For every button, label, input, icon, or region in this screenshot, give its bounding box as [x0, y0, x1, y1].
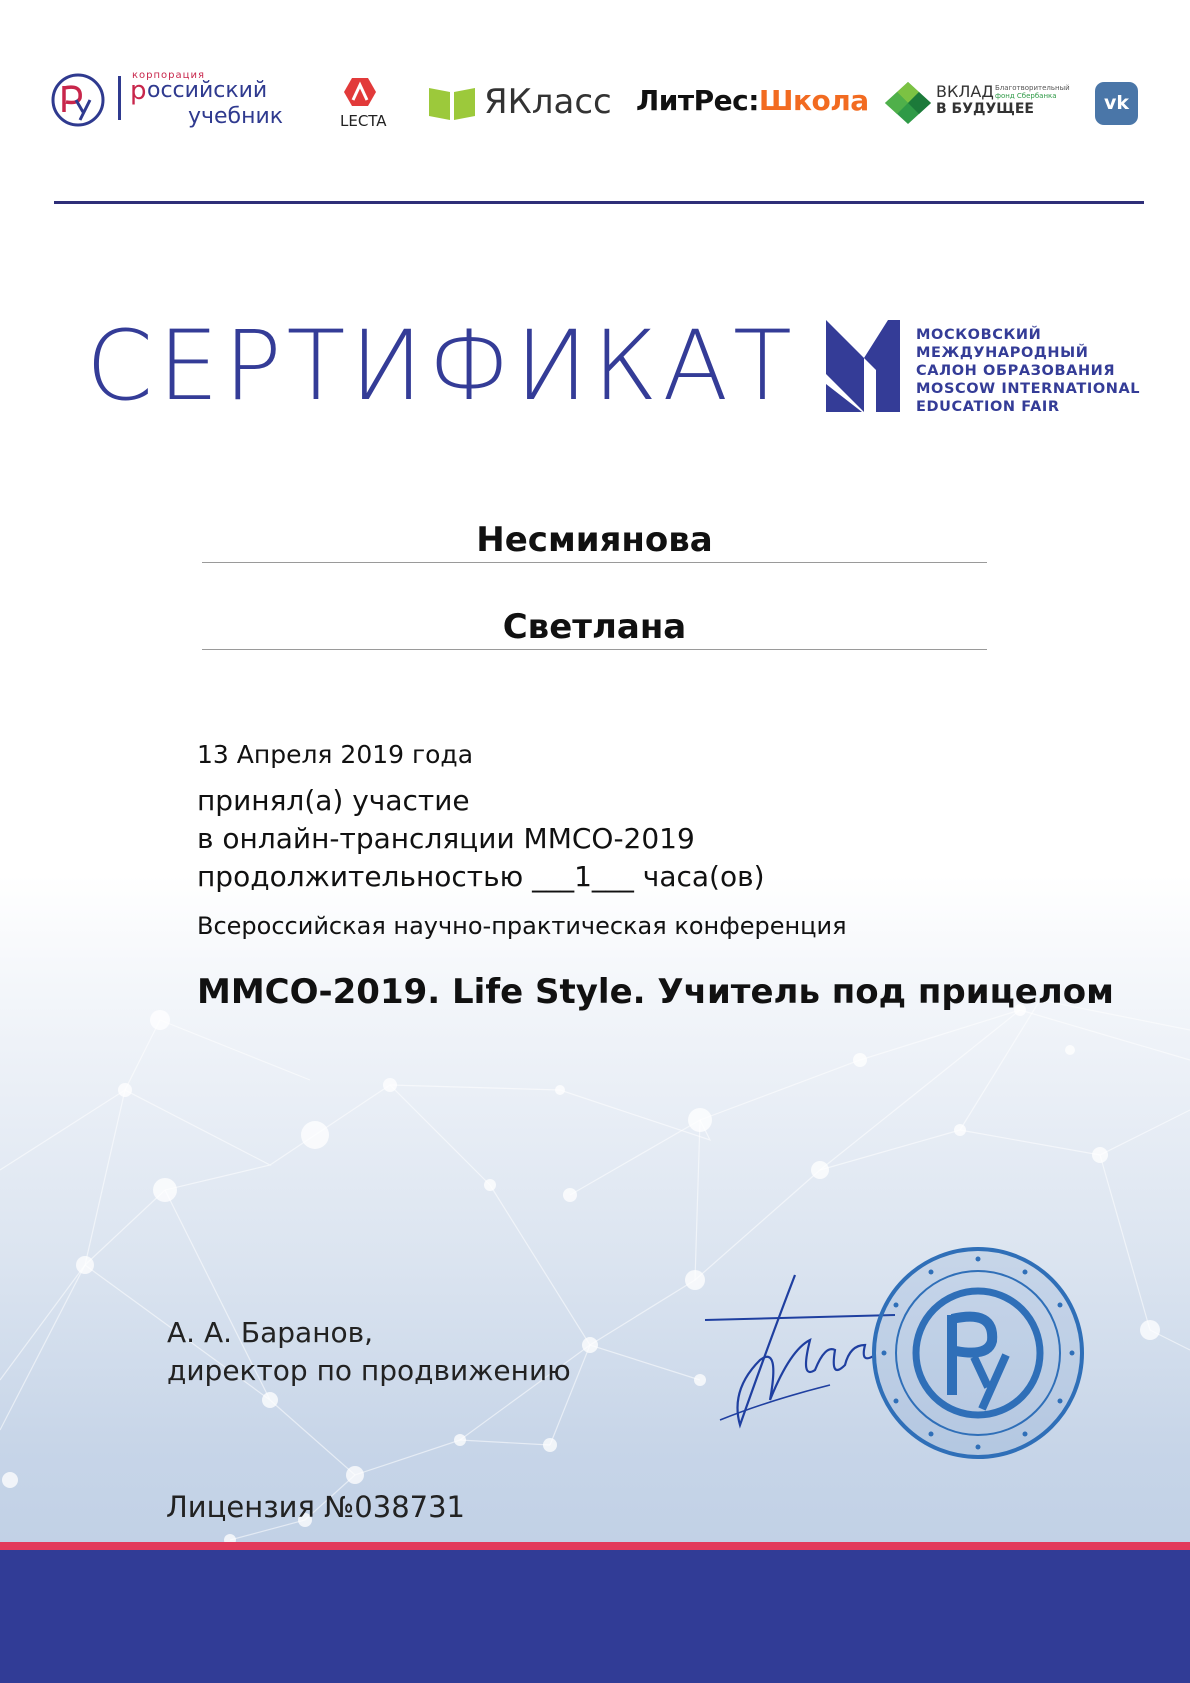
mmso-line4: MOSCOW INTERNATIONAL	[916, 381, 1141, 397]
company-seal	[870, 1245, 1086, 1461]
lecta-logo-icon	[342, 76, 378, 110]
event-date: 13 Апреля 2019 года	[197, 740, 474, 769]
mmso-line5: EDUCATION FAIR	[916, 399, 1060, 415]
litres-logo	[636, 86, 869, 117]
header-divider	[54, 201, 1144, 204]
conference-type: Всероссийская научно-практическая конференция	[197, 912, 847, 940]
participation-text: принял(а) участие	[197, 784, 470, 817]
lecta-label: LECTA	[340, 112, 387, 130]
mmso-logo-icon	[826, 320, 902, 412]
signer-block	[167, 1314, 571, 1390]
vklad-small2: фонд Сбербанка	[995, 92, 1057, 100]
vklad-line1: ВКЛАД	[936, 82, 994, 101]
rosuchebnik-top-label: корпорация	[132, 70, 205, 81]
rosuchebnik-logo-icon	[50, 70, 110, 130]
rosuchebnik-line1: оссийский	[147, 78, 268, 103]
footer-red-stripe	[0, 1542, 1190, 1550]
license-number: Лицензия №038731	[166, 1490, 465, 1524]
litres-shkola-label: Школа	[758, 84, 869, 117]
litres-label: ЛитРес:	[636, 84, 759, 117]
rosuchebnik-p-letter: р	[130, 76, 147, 106]
vklad-line2: В БУДУЩЕЕ	[936, 101, 1034, 117]
mmso-line1: МОСКОВСКИЙ	[916, 327, 1042, 343]
recipient-surname: Несмиянова	[202, 518, 987, 563]
signer-name: А. А. Баранов,	[167, 1316, 374, 1349]
vklad-diamond-icon	[883, 80, 933, 126]
duration-text: продолжительностью ___1___ часа(ов)	[197, 860, 765, 893]
vk-icon: vk	[1095, 82, 1138, 125]
signer-position: директор по продвижению	[167, 1354, 571, 1387]
mmso-line2: МЕЖДУНАРОДНЫЙ	[916, 345, 1089, 361]
partner-logos	[0, 0, 1190, 200]
recipient-first-name: Светлана	[202, 605, 987, 650]
certificate-title: СЕРТИФИКАТ	[86, 310, 797, 422]
rosuchebnik-line2: учебник	[188, 104, 284, 129]
vklad-small1: Благотворительный	[995, 84, 1070, 92]
event-title: ММСО-2019. Life Style. Учитель под прицелом	[197, 972, 1114, 1012]
footer-blue-band	[0, 1550, 1190, 1683]
rosuchebnik-divider	[118, 76, 121, 120]
broadcast-text: в онлайн-трансляции ММСО-2019	[197, 822, 695, 855]
yaklass-book-icon	[427, 86, 477, 122]
yaklass-label: ЯКласс	[484, 82, 612, 122]
mmso-line3: САЛОН ОБРАЗОВАНИЯ	[916, 363, 1116, 379]
mmso-logo-text	[916, 326, 1140, 416]
